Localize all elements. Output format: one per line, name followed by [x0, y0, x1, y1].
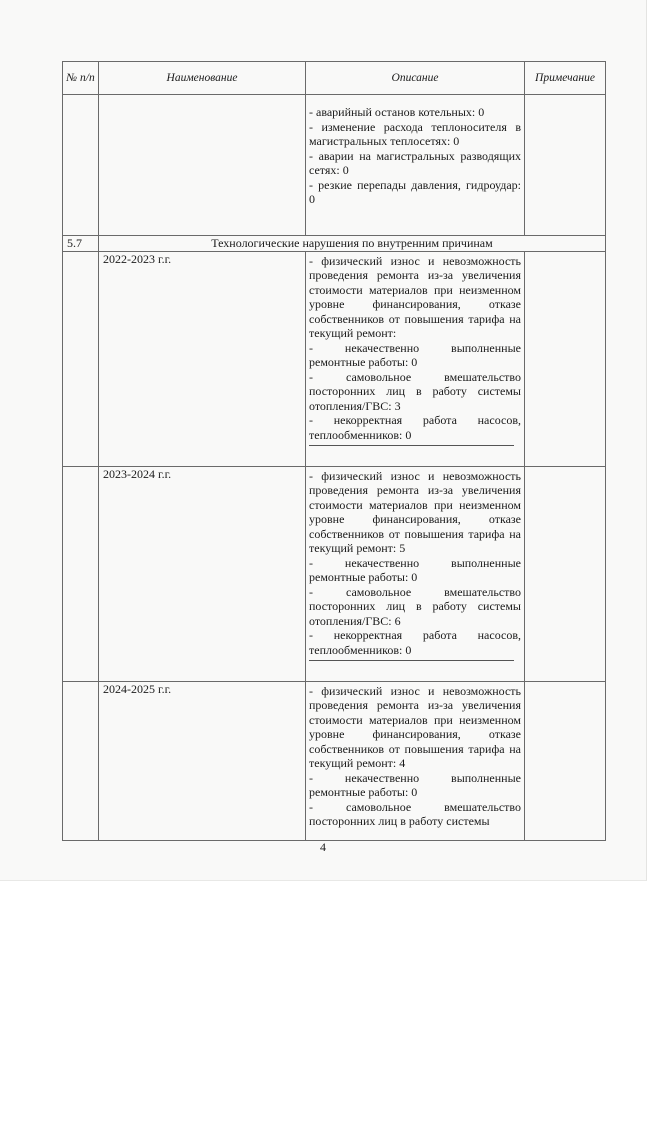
- period-label: 2024-2025 г.г.: [99, 681, 306, 840]
- cell-description: [306, 95, 525, 236]
- header-num: № п/п: [63, 62, 99, 95]
- desc-line: - резкие перепады давления, гидроудар: 0: [309, 177, 521, 206]
- desc-line: - аварийный останов котельных: 0: [309, 105, 485, 119]
- cell-note: [525, 251, 606, 466]
- cell-description: [306, 681, 525, 840]
- cell-description: [306, 466, 525, 681]
- desc-line: - физический износ и невозможность проведения ремонта из-за увеличения стоимости материалов при неизменном уровне финансирования, отказе собственников от повышения тарифа на текущий ремонт: 5: [309, 468, 521, 555]
- section-number: 5.7: [63, 236, 99, 252]
- cell-name: [99, 95, 306, 236]
- cell-num: [63, 95, 99, 236]
- desc-line: - аварии на магистральных разводящих сетях: 0: [309, 148, 521, 177]
- desc-line: - самовольное вмешательство посторонних лиц в работу системы отопления/ГВС: 3: [309, 369, 521, 413]
- table-row: [63, 251, 606, 466]
- desc-line: - некачественно выполненные ремонтные работы: 0: [309, 555, 521, 584]
- underline-rule: [309, 445, 514, 446]
- cell-note: [525, 466, 606, 681]
- period-label: 2023-2024 г.г.: [99, 466, 306, 681]
- desc-line: - некорректная работа насосов, теплообменников: 0: [309, 413, 521, 442]
- cell-num: [63, 466, 99, 681]
- header-desc: Описание: [306, 62, 525, 95]
- desc-line: - физический износ и невозможность проведения ремонта из-за увеличения стоимости материалов при неизменном уровне финансирования, отказе собственников от повышения тарифа на текущий ремонт: 4: [309, 683, 521, 770]
- desc-line: - некорректная работа насосов, теплообменников: 0: [309, 628, 521, 657]
- desc-line: - физический износ и невозможность проведения ремонта из-за увеличения стоимости материалов при неизменном уровне финансирования, отказе собственников от повышения тарифа на текущий ремонт:: [309, 253, 521, 340]
- cell-note: [525, 681, 606, 840]
- section-title: Технологические нарушения по внутренним причинам: [99, 236, 606, 252]
- cell-num: [63, 681, 99, 840]
- page-number: 4: [320, 840, 326, 854]
- desc-line: - некачественно выполненные ремонтные работы: 0: [309, 770, 521, 799]
- cell-description: [306, 251, 525, 466]
- period-label: 2022-2023 г.г.: [99, 251, 306, 466]
- cell-note: [525, 95, 606, 236]
- data-table: [62, 61, 606, 841]
- table-header-row: [63, 62, 606, 95]
- header-name: Наименование: [99, 62, 306, 95]
- table-row: [63, 681, 606, 840]
- desc-line: - некачественно выполненные ремонтные работы: 0: [309, 340, 521, 369]
- desc-line: - изменение расхода теплоносителя в магистральных теплосетях: 0: [309, 119, 521, 148]
- table-row: [63, 466, 606, 681]
- desc-line: - самовольное вмешательство посторонних лиц в работу системы отопления/ГВС: 6: [309, 584, 521, 628]
- cell-num: [63, 251, 99, 466]
- table-row-continued: [63, 95, 606, 236]
- underline-rule: [309, 660, 514, 661]
- header-note: Примечание: [525, 62, 606, 95]
- section-row: [63, 236, 606, 252]
- desc-line: - самовольное вмешательство посторонних лиц в работу системы: [309, 799, 521, 828]
